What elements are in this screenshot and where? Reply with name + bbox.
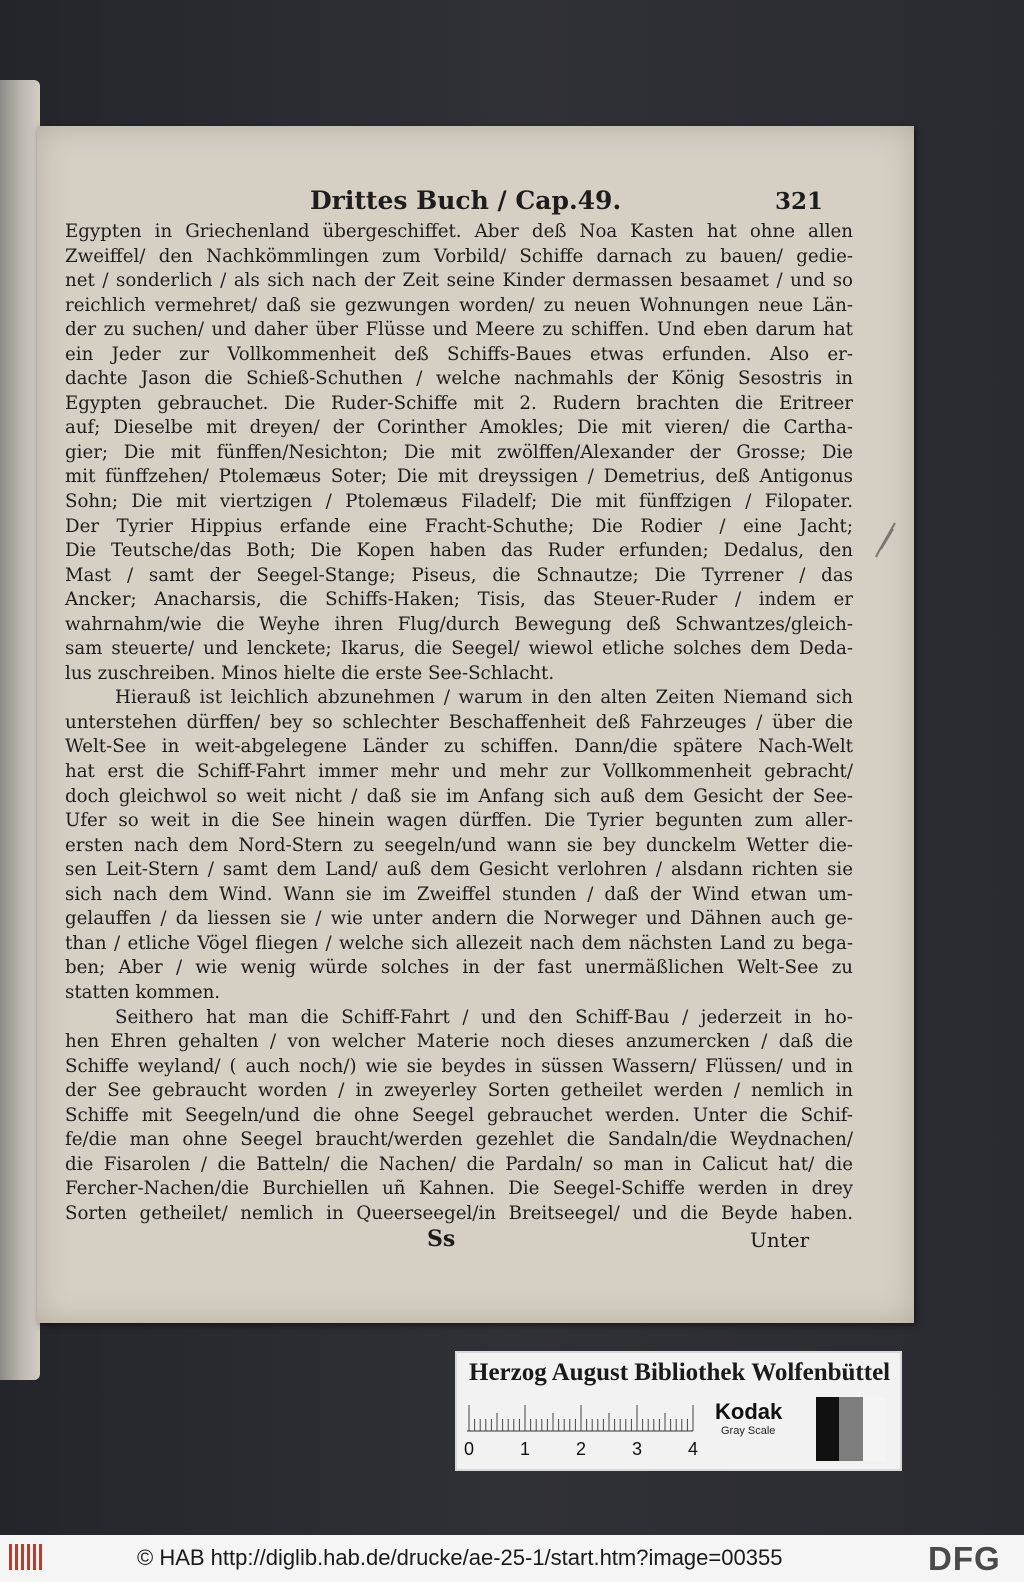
- text-line: fe/die man ohne Seegel braucht/werden gezehlet die Sandaln/die Weydnachen/: [65, 1129, 853, 1151]
- text-line: than / etliche Vögel fliegen / welche sich allezeit nach dem nächsten Land zu bega-: [65, 932, 853, 954]
- text-line: reichlich vermehret/ daß sie gezwungen worden/ zu neuen Wohnungen neue Län-: [65, 294, 853, 316]
- text-line: sen Leit-Stern / samt dem Land/ auß dem Gesicht verlohren / alsdann richten sie: [65, 859, 853, 881]
- running-title: Drittes Buch / Cap.49.: [310, 186, 622, 215]
- text-line: Ancker; Anacharsis, die Schiffs-Haken; Tisis, das Steuer-Ruder / indem er: [65, 589, 853, 611]
- ruler-scale: [463, 1401, 699, 1463]
- text-line: Egypten gebrauchet. Die Ruder-Schiffe mit 2. Rudern brachten die Eritreer: [65, 392, 853, 414]
- page-number: 321: [775, 188, 824, 215]
- library-title: Herzog August Bibliothek Wolfenbüttel: [469, 1359, 891, 1386]
- text-line: lus zuschreiben. Minos hielte die erste See-Schlacht.: [65, 662, 555, 684]
- catchword: Unter: [750, 1228, 810, 1252]
- running-head: [37, 186, 914, 220]
- text-line: Schiffe mit Seegeln/und die ohne Seegel gebrauchet werden. Unter die Schif-: [65, 1104, 853, 1126]
- text-line: Sorten getheilet/ nemlich in Queerseegel/in Breitseegel/ und die Beyde haben.: [65, 1202, 853, 1224]
- text-line: Egypten in Griechenland übergeschiffet. Aber deß Noa Kasten hat ohne allen: [65, 221, 853, 242]
- text-line: Fercher-Nachen/die Burchiellen uñ Kahnen. Die Seegel-Schiffe werden in drey: [65, 1178, 853, 1200]
- text-line: hen Ehren gehalten / von welcher Materie noch dieses anzumercken / daß die: [65, 1031, 853, 1053]
- text-line: Die Teutsche/das Both; Die Kopen haben das Ruder erfunden; Dedalus, den: [65, 540, 853, 562]
- book-page: [37, 126, 914, 1323]
- text-line: Sohn; Die mit viertzigen / Ptolemæus Filadelf; Die mit fünffzigen / Filopater.: [65, 491, 853, 513]
- text-line: net / sonderlich / als sich nach der Zeit seine Kinder dermassen besaamet / und so: [65, 270, 853, 292]
- ruler-number: 2: [575, 1439, 587, 1459]
- text-line: Der Tyrier Hippius erfande eine Fracht-Schuthe; Die Rodier / eine Jacht;: [65, 515, 853, 537]
- kodak-label: Kodak: [715, 1399, 783, 1424]
- text-line: mit fünffzehen/ Ptolemæus Soter; Die mit dreyssigen / Demetrius, deß Antigonus: [65, 466, 853, 488]
- hab-logo-icon: [8, 1542, 46, 1572]
- text-line: Welt-See in weit-abgelegene Länder zu schiffen. Dann/die spätere Nach-Welt: [65, 736, 853, 758]
- text-line: Hierauß ist leichlich abzunehmen / warum in den alten Zeiten Niemand sich: [115, 687, 853, 709]
- text-line: ein Jeder zur Vollkommenheit deß Schiffs-Baues etwas erfunden. Also er-: [65, 343, 853, 365]
- text-line: gier; Die mit fünffen/Nesichton; Die mit zwölffen/Alexander der Grosse; Die: [65, 441, 853, 463]
- text-line: unterstehen dürffen/ bey so schlechter Beschaffenheit deß Fahrzeuges / über die: [65, 711, 853, 733]
- footer-bar: [0, 1535, 1024, 1582]
- ruler-number: 3: [631, 1439, 643, 1459]
- text-line: sich nach dem Wind. Wann sie im Zweiffel stunden / daß der Wind etwan um-: [65, 883, 853, 905]
- text-line: statten kommen.: [65, 981, 221, 1003]
- grayscale-label: Gray Scale: [721, 1425, 776, 1437]
- ruler-number: 4: [687, 1439, 699, 1459]
- ruler-number: 0: [463, 1439, 475, 1459]
- text-line: ersten nach dem Nord-Stern zu seegeln/und wann sie bey dunckelm Wetter die-: [65, 834, 853, 856]
- text-line: wahrnahm/wie die Weyhe ihren Flug/durch Bewegung deß Schwantzes/gleich-: [65, 613, 853, 635]
- footer-credit: © HAB http://diglib.hab.de/drucke/ae-25-1/start.htm?image=00355: [137, 1545, 783, 1570]
- text-line: doch gleichwol so weit nicht / daß sie im Anfang sich auß dem Gesicht der See-: [65, 785, 853, 807]
- text-line: Ufer so weit in die See hinein wagen dürffen. Die Tyrier begunten zum aller-: [65, 810, 853, 832]
- ruler-number: 1: [519, 1439, 531, 1459]
- text-line: ben; Aber / wie wenig würde solches in der fast unermäßlichen Welt-See zu: [65, 957, 853, 979]
- text-line: der See gebraucht worden / in zweyerley Sorten getheilet werden / nemlich in: [65, 1080, 853, 1102]
- gray-swatches: [816, 1397, 886, 1461]
- text-line: Schiffe weyland/ ( auch noch/) wie sie beydes in süssen Wassern/ Flüssen/ und in: [65, 1055, 853, 1077]
- text-line: Mast / samt der Seegel-Stange; Piseus, die Schnautze; Die Tyrrener / das: [65, 564, 853, 586]
- text-line: sam steuerte/ und lenckete; Ikarus, die Seegel/ wiewol etliche solches dem Deda-: [65, 638, 853, 660]
- body-text: [65, 220, 853, 1226]
- book-edge: [0, 80, 40, 1380]
- text-line: die Fisarolen / die Batteln/ die Nachen/ die Pardaln/ so man in Calicut hat/ die: [65, 1153, 853, 1175]
- text-line: Zweiffel/ den Nachkömmlingen zum Vorbild/ Schiffe darnach zu bauen/ gedie-: [65, 245, 853, 267]
- text-line: auf; Dieselbe mit dreyen/ der Corinther Amokles; Die mit vieren/ die Cartha-: [65, 417, 853, 439]
- library-scale-card: [455, 1351, 902, 1471]
- text-line: Seithero hat man die Schiff-Fahrt / und den Schiff-Bau / jederzeit in ho-: [115, 1006, 853, 1028]
- text-line: dachte Jason die Schieß-Schuthen / welche nachmahls der König Sesostris in: [65, 368, 853, 390]
- pencil-mark-icon: [873, 521, 899, 559]
- page-foot: [37, 1226, 914, 1256]
- signature-mark: Ss: [427, 1226, 456, 1252]
- text-line: hat erst die Schiff-Fahrt immer mehr und mehr zur Vollkommenheit gebracht/: [65, 761, 853, 783]
- dfg-logo: DFG: [928, 1540, 1001, 1577]
- text-line: gelauffen / da liessen sie / wie unter andern die Norweger und Dähnen auch ge-: [65, 908, 853, 930]
- text-line: der zu suchen/ und daher über Flüsse und Meere zu schiffen. Und eben darum hat: [65, 319, 853, 341]
